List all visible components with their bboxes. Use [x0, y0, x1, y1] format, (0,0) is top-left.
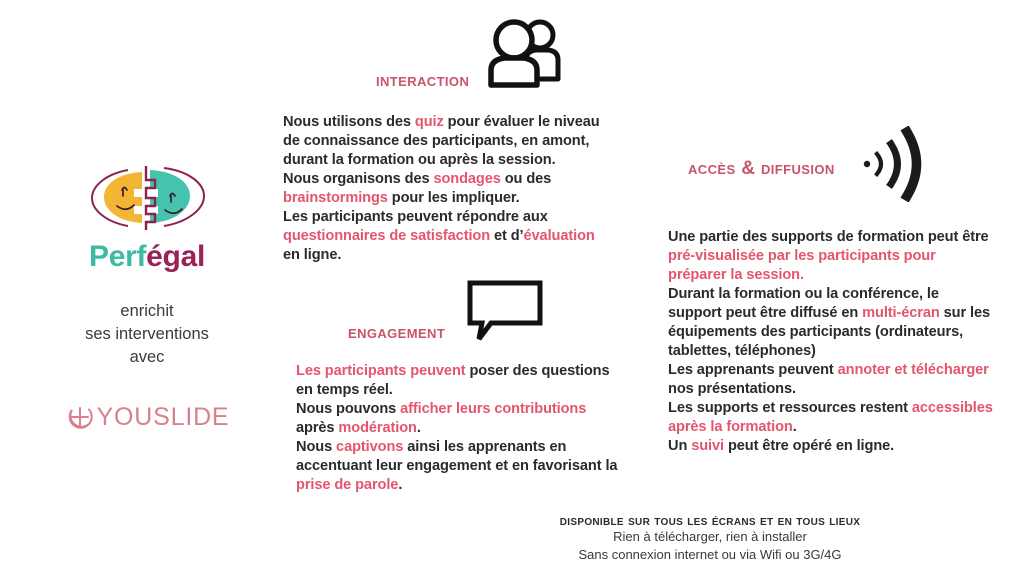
youslide-logo: [22, 402, 272, 432]
plain-text: .: [398, 476, 403, 493]
plain-text: .: [416, 419, 421, 436]
footer-title: disponible sur tous les écrans et en tous lieux: [559, 512, 861, 528]
highlighted-text: brainstormings: [283, 189, 388, 206]
highlighted-text: quiz: [414, 114, 444, 130]
plain-text: ainsi les apprenants en accentuant leur engagement et en favorisant la: [296, 438, 618, 474]
engagement-body: [296, 362, 626, 495]
plain-text: Un: [668, 437, 692, 454]
brand-tagline: [22, 300, 272, 368]
perfegal-puzzle-smiley-logo: [22, 150, 272, 236]
plain-text: et d’: [490, 227, 524, 244]
acces-paragraph: [668, 285, 993, 361]
youslide-circle-cross-icon: [65, 402, 95, 432]
two-people-icon: [482, 16, 566, 88]
engagement-paragraph: [296, 400, 626, 438]
highlighted-text: accessibles après la formation: [668, 399, 993, 435]
highlighted-text: questionnaires de satisfaction: [283, 227, 491, 244]
highlighted-text: Les participants peuvent: [296, 363, 466, 379]
brand-tagline-line3: avec: [129, 347, 165, 366]
highlighted-text: évaluation: [523, 227, 595, 244]
perfegal-wordmark-part1: Perf: [88, 240, 147, 273]
plain-text: Les participants peuvent répondre aux: [283, 208, 548, 225]
plain-text: après: [296, 419, 339, 436]
plain-text: Nous: [296, 438, 337, 455]
brand-column: [22, 150, 272, 432]
footer-subtitle-line1: Rien à télécharger, rien à installer: [613, 529, 807, 544]
acces-paragraph: [668, 399, 993, 437]
interaction-paragraph: [283, 113, 613, 170]
highlighted-text: suivi: [691, 437, 724, 454]
speech-bubble-icon: [465, 279, 545, 343]
interaction-paragraph: [283, 170, 613, 208]
highlighted-text: afficher leurs contributions: [400, 400, 587, 417]
plain-text: pour évaluer le niveau de connaissance des participants, en amont, durant la formation ou après la session.: [283, 114, 600, 168]
plain-text: Les apprenants peuvent: [668, 361, 838, 378]
perfegal-wordmark: [22, 240, 272, 274]
highlighted-text: sondages: [433, 170, 501, 187]
brand-tagline-line2: ses interventions: [85, 324, 209, 343]
acces-paragraph: [668, 361, 993, 399]
broadcast-signal-icon: [858, 126, 934, 202]
highlighted-text: modération: [338, 419, 417, 436]
plain-text: Durant la formation ou la conférence, le support peut être diffusé en: [668, 285, 939, 321]
highlighted-text: pré-visualisée par les participants pour préparer la session.: [668, 247, 936, 283]
plain-text: nos présentations.: [668, 380, 796, 397]
perfegal-wordmark-part2: égal: [146, 240, 205, 273]
highlighted-text: captivons: [336, 438, 404, 455]
youslide-wordmark: YOUSLIDE: [96, 402, 230, 431]
acces-paragraph: [668, 228, 993, 285]
plain-text: Les supports et ressources restent: [668, 399, 912, 416]
interaction-heading: interaction: [376, 70, 470, 91]
engagement-heading: engagement: [348, 322, 446, 343]
highlighted-text: multi-écran: [862, 304, 940, 321]
plain-text: Nous organisons des: [283, 170, 434, 187]
engagement-paragraph: [296, 362, 626, 400]
brand-tagline-line1: enrichit: [120, 302, 174, 320]
plain-text: ou des: [500, 170, 552, 187]
acces-diffusion-body: [668, 228, 993, 456]
footer-subtitle-line2: Sans connexion internet ou via Wifi ou 3G/4G: [578, 546, 842, 562]
engagement-paragraph: [296, 438, 626, 495]
acces-paragraph: [668, 437, 993, 456]
plain-text: Une partie des supports de formation peut être: [668, 229, 989, 245]
interaction-paragraph: [283, 208, 613, 265]
plain-text: Nous pouvons: [296, 400, 401, 417]
interaction-body: [283, 113, 613, 265]
plain-text: Nous utilisons des: [283, 114, 415, 130]
highlighted-text: annoter et télécharger: [837, 361, 989, 378]
plain-text: peut être opéré en ligne.: [723, 437, 895, 454]
plain-text: pour les impliquer.: [387, 189, 520, 206]
plain-text: poser des questions en temps réel.: [296, 363, 610, 398]
acces-diffusion-heading: accès & diffusion: [688, 158, 835, 179]
plain-text: sur les équipements des participants (ordinateurs, tablettes, téléphones): [668, 304, 991, 359]
highlighted-text: prise de parole: [296, 476, 399, 493]
plain-text: .: [792, 418, 797, 435]
footer: [430, 512, 990, 563]
plain-text: en ligne.: [283, 246, 342, 263]
